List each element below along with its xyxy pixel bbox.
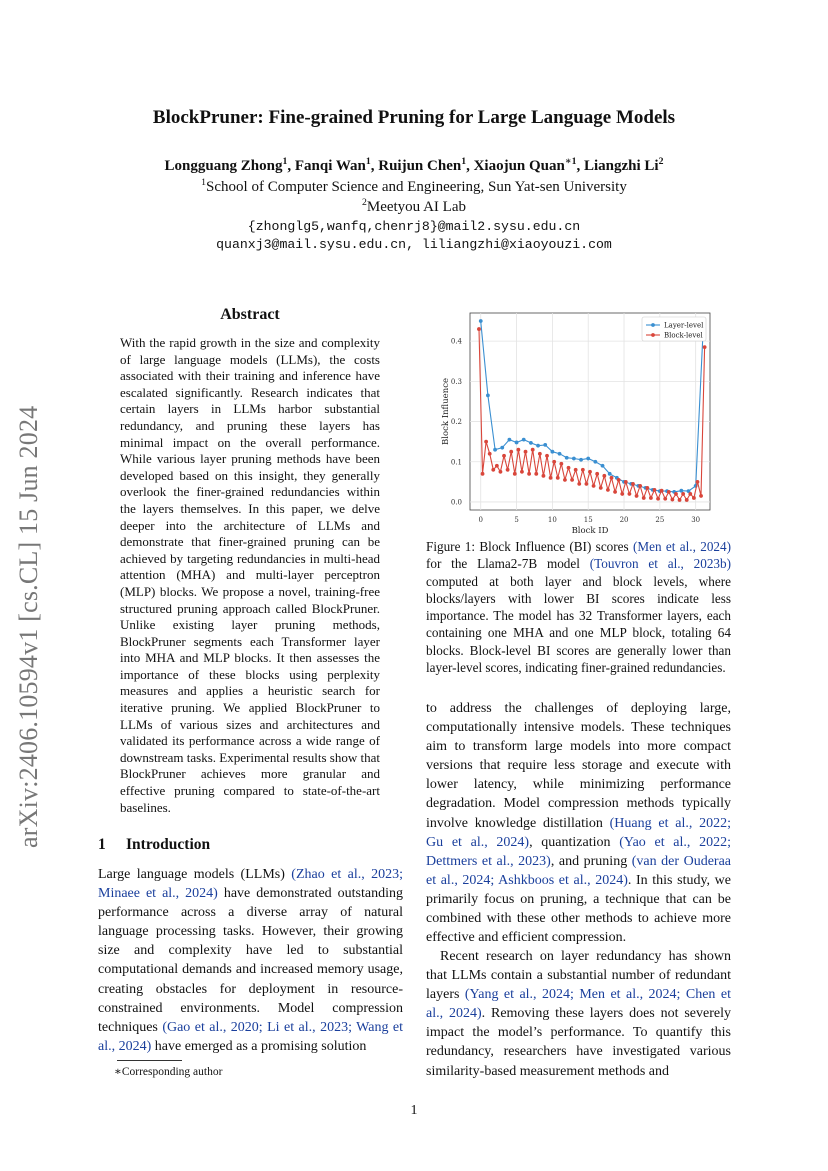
data-point [638,484,642,488]
data-point [588,470,592,474]
y-axis-label: Block Influence [441,378,451,445]
data-point [545,454,549,458]
data-point [696,480,700,484]
block-influence-chart [430,305,730,535]
data-point [663,497,667,501]
citation-link[interactable]: (Yao et al., 2022; Dettmers et al., 2023) [426,834,731,869]
data-point [508,438,512,442]
data-point [493,448,497,452]
data-point [678,498,682,502]
data-point [502,454,506,458]
data-point [608,472,612,476]
section-title: Introduction [126,836,211,853]
y-tick-label: 0.4 [450,337,462,346]
author-name: Liangzhi Li [584,158,659,174]
author-name: Ruijun Chen [378,158,462,174]
x-tick-label: 5 [514,516,519,524]
data-point [558,452,562,456]
data-point [610,476,614,480]
data-point [529,441,533,445]
author-name: Xiaojun Quan [473,158,565,174]
data-point [613,490,617,494]
data-point [559,462,563,466]
x-tick-label: 0 [478,516,483,524]
data-point [570,478,574,482]
abstract-heading: Abstract [220,306,280,323]
data-point [500,446,504,450]
data-point [542,474,546,478]
author-affiliation-marker: 1 [461,156,467,167]
affiliation-1-text: School of Computer Science and Engineering, Sun Yat-sen University [206,179,627,195]
citation-link[interactable]: (Huang et al., 2022; Gu et al., 2024) [426,815,731,850]
data-point [624,480,628,484]
paragraph-text: for the Llama2-7B model [426,556,590,572]
data-point [592,484,596,488]
data-point [681,492,685,496]
data-point [515,441,519,445]
paragraph-text: to address the challenges of deploying large, computationally intensive models. These techniques aim to transform large models into more compact versions that require less storage and execute with lower latency, while minimizing performance degradation. Model compression methods typically involve knowledge distillation [426,701,731,831]
data-point [579,458,583,462]
author-affiliation-marker: 2 [658,156,664,167]
affiliation-2-marker: 2 [361,197,367,208]
x-tick-label: 20 [619,516,629,524]
data-point [567,466,571,470]
paragraph-text: . In this study, we primarily focus on pruning, a technique that can be combined with these other methods to achieve more effective and efficient compression. [426,872,731,946]
data-point [513,472,517,476]
paragraph-text: Large language models (LLMs) [98,867,292,882]
x-axis-label: Block ID [571,526,609,535]
data-point [606,488,610,492]
footnote-rule [117,1060,182,1061]
plot-area [470,313,710,510]
data-point [552,460,556,464]
data-point [679,489,683,493]
data-point [620,492,624,496]
intro-paragraph-right-1 [426,699,731,947]
arxiv-stamp: arXiv:2406.10594v1 [cs.CL] 15 Jun 2024 [14,405,43,848]
data-point [550,450,554,454]
citation-link[interactable]: (Men et al., 2024) [633,539,732,554]
y-tick-label: 0.2 [450,418,462,427]
x-tick-label: 15 [583,516,593,524]
email-line-1: {zhonglg5,wanfq,chenrj8}@mail2.sysu.edu.cn [247,219,581,234]
legend-label: Block-level [664,331,703,340]
data-point [520,470,524,474]
author-affiliation-marker: ∗1 [564,156,577,167]
data-point [581,468,585,472]
author-list: Longguang Zhong$^1$, Fanqi Wan$^1$, Ruijun Chen$^1$, Xiaojun Quan$^{∗1}$, Liangzhi Li$^2$ [164,156,664,174]
data-point [685,498,689,502]
data-point [628,492,632,496]
abstract-text: With the rapid growth in the size and complexity of large language models (LLMs), the costs associated with their training and inference have escalated significantly. Research indicates that certain layers in LLMs harbor substantial redundancy, and pruning these layers has minimal impact on the overall performance. While various layer pruning methods have been developed based on this insight, they generally overlook the finer-grained redundancies within the layers themselves. In this paper, we delve deeper into the architecture of LLMs and demonstrate that finer-grained pruning can be achieved by targeting redundancies in multi-head attention (MHA) and multi-layer perceptron (MLP) blocks. We propose a novel, training-free structured pruning approach called BlockPruner. Unlike existing layer pruning methods, BlockPruner segments each Transformer layer into MHA and MLP blocks. It then assesses the importance of these blocks using perplexity measures and applies a heuristic search for iterative pruning. We applied BlockPruner to LLMs of various sizes and architectures and validated its performance across a wide range of downstream tasks. Experimental results show that BlockPruner achieves more granular and effective pruning compared to state-of-the-art baselines. [120,335,380,815]
data-point [481,472,485,476]
data-point [688,492,692,496]
data-point [577,482,581,486]
legend-label: Layer-level [664,321,704,330]
data-point [585,482,589,486]
data-point [649,496,653,500]
data-point [699,494,703,498]
intro-paragraph-right-2 [426,947,731,1081]
data-point [601,464,605,468]
data-point [488,452,492,456]
data-point [692,496,696,500]
paragraph-text: Recent research on layer redundancy has shown that LLMs contain a substantial number of redundant layers [426,949,731,1003]
author-affiliation-marker: 1 [282,156,288,167]
data-point [599,486,603,490]
affiliation-1-marker: 1 [201,177,207,188]
data-point [642,496,646,500]
legend-swatch-marker [651,333,655,337]
data-point [534,472,538,476]
data-point [631,482,635,486]
data-point [543,443,547,447]
data-point [524,450,528,454]
data-point [565,456,569,460]
data-point [556,476,560,480]
data-point [486,394,490,398]
data-point [538,452,542,456]
data-point [595,472,599,476]
y-tick-label: 0.0 [450,498,462,507]
data-point [617,478,621,482]
data-point [574,468,578,472]
paragraph-text: have emerged as a promising solution [151,1038,367,1054]
paragraph-text: computed at both layer and block levels, where blocks/layers with lower BI scores indicate less importance. The model has 32 Transformer layers, each containing one MHA and one MLP block, totaling 64 blocks. Block-level BI scores are generally lower than layer-level scores, indicating finer-grained redundancies. [426,573,731,676]
y-tick-label: 0.1 [450,458,462,467]
section-heading-introduction [98,836,210,854]
email-line-2: quanxj3@mail.sysu.edu.cn, liliangzhi@xiaoyouzi.com [216,237,612,252]
data-point [479,319,483,323]
paragraph-text: , quantization [529,834,620,850]
data-point [536,444,540,448]
section-number: 1 [98,836,106,853]
data-point [531,448,535,452]
data-point [674,492,678,496]
citation-link[interactable]: (Touvron et al., 2023b) [589,556,731,572]
data-point [527,472,531,476]
data-point [667,490,671,494]
paragraph-text: Figure 1: Block Influence (BI) scores [426,539,633,554]
author-name: Longguang Zhong [164,158,283,174]
data-point [495,464,499,468]
x-tick-label: 10 [547,516,557,524]
data-point [656,497,660,501]
figure-1-chart [430,305,730,535]
data-point [516,448,520,452]
data-point [572,457,576,461]
citation-link[interactable]: (Zhao et al., 2023; Minaee et al., 2024) [98,867,403,902]
data-point [653,488,657,492]
data-point [670,498,674,502]
legend-swatch-marker [651,323,655,327]
citation-link[interactable]: (Gao et al., 2020; Li et al., 2023; Wang et al., 2024) [98,1019,404,1054]
data-point [563,478,567,482]
page-number: 1 [410,1103,418,1118]
data-point [509,450,513,454]
citation-link[interactable]: (Yang et al., 2024; Men et al., 2024; Chen et al., 2024) [426,987,731,1022]
affiliation-1 [0,177,828,196]
data-point [703,345,707,349]
paragraph-text: , and pruning [550,853,632,869]
footnote: ∗Corresponding author [114,1066,223,1078]
data-point [593,460,597,464]
paragraph-text: have demonstrated outstanding performance across a diverse array of natural language processing tasks. However, their growing size and complexity have led to substantial computational demands and increased memory usage, creating obstacles for deployment in resource-constrained environments. Model compression techniques [98,886,403,1035]
data-point [522,438,526,442]
data-point [602,474,606,478]
x-tick-label: 25 [655,516,665,524]
data-point [660,489,664,493]
data-point [491,468,495,472]
intro-paragraph-left [98,865,403,1056]
data-point [506,468,510,472]
paragraph-text: . Removing these layers does not severely impact the model’s performance. To quantify this redundancy, researchers have investigated various similarity-based measurement methods and [426,1006,731,1079]
paper-title: BlockPruner: Fine-grained Pruning for Large Language Models [152,107,676,128]
data-point [484,440,488,444]
data-point [549,476,553,480]
y-tick-label: 0.3 [450,377,462,386]
citation-link[interactable]: (van der Ouderaa et al., 2024; Ashkboos et al., 2024) [426,853,731,888]
affiliation-2-text: Meetyou AI Lab [366,199,466,215]
data-point [645,486,649,490]
data-point [477,327,481,331]
x-tick-label: 30 [691,516,701,524]
author-affiliation-marker: 1 [365,156,371,167]
data-point [635,494,639,498]
data-point [586,457,590,461]
author-name: Fanqi Wan [294,158,366,174]
data-point [499,470,503,474]
figure-1-caption [426,538,731,676]
affiliation-2 [0,197,828,216]
